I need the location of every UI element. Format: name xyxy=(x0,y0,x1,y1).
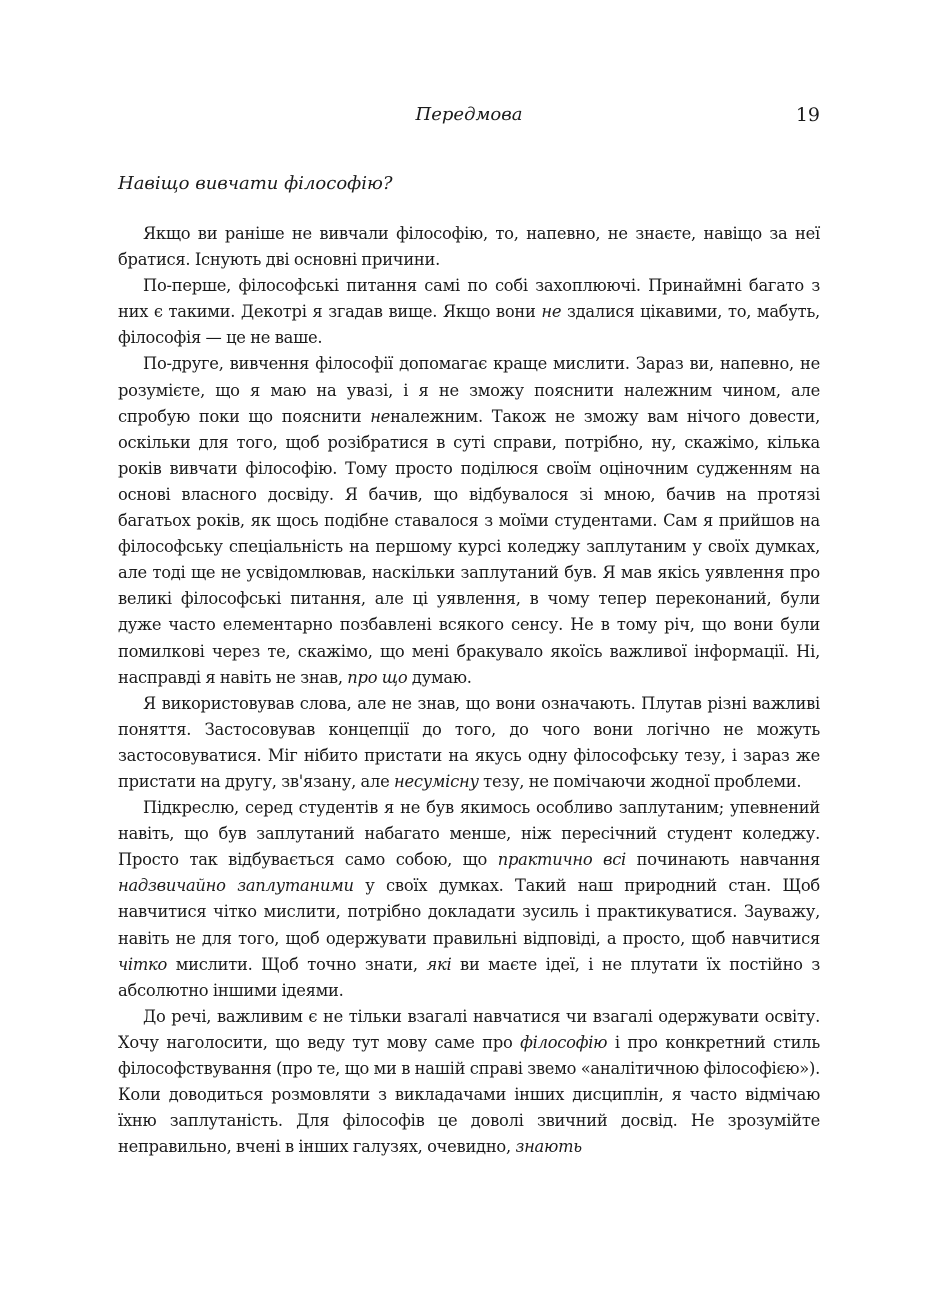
paragraph xyxy=(118,795,820,1004)
text-run: належним. Також не зможу вам нічого довести, оскільки для того, щоб розібратися в суті справи, потрібно, ну, скажімо, кілька років вивчати філософію. Тому просто поділюся своїм оціночним судженням на основі власного досвіду. Я бачив, що відбувалося зі мною, бачив на протязі багатьох років, як щось подібне ставалося з моїми студентами. Сам я прийшов на філософську спеціальність на першому курсі коледжу заплутаним у своїх думках, але тоді ще не усвідомлював, наскільки заплутаний був. Я мав якісь уявлення про великі філософські питання, але ці уявлення, в чому тепер переконаний, були дуже часто елементарно позбавлені всякого сенсу. Не в тому річ, що вони були помилкові через те, скажімо, що мені бракувало якоїсь важливої інформації. Ні, насправді я навіть не знав, xyxy=(118,406,820,687)
paragraph xyxy=(118,221,820,273)
text-run: і про конкретний стиль філософствування (про те, що ми в нашій справі звемо «аналітичною філософією»). Коли доводиться розмовляти з викладачами інших дисциплін, я часто відмічаю їхню заплутаність. Для філософів це доволі звичний досвід. Не зрозумійте неправильно, вчені в інших галузях, очевидно, xyxy=(118,1032,820,1157)
body-text xyxy=(118,221,820,1160)
book-page xyxy=(118,0,820,1300)
emphasized-text: не xyxy=(370,406,391,426)
text-run: здалися цікавими, то, мабуть, філософія — це не ваше. xyxy=(118,302,820,348)
running-head xyxy=(118,101,820,129)
emphasized-text: надзвичайно заплутаними xyxy=(118,876,354,896)
paragraph xyxy=(118,691,820,795)
emphasized-text: філософію xyxy=(520,1032,608,1052)
paragraph xyxy=(118,1004,820,1161)
emphasized-text: практично всі xyxy=(497,850,627,870)
emphasized-text: не xyxy=(541,302,562,322)
text-run: Я використовував слова, але не знав, що вони означають. Плутав різні важливі поняття. Застосовував концепції до того, до чого вони логічно не можуть застосовуватися. Міг нібито пристати на якусь одну філософську тезу, і зараз же пристати на другу, зв'язану, але xyxy=(118,693,820,791)
text-run: Якщо ви раніше не вивчали філософію, то, напевно, не знаєте, навіщо за неї братися. Існують дві основні причини. xyxy=(118,224,820,270)
emphasized-text: несумісну xyxy=(393,771,479,791)
text-run: До речі, важливим є не тільки взагалі навчатися чи взагалі одержувати освіту. Хочу наголосити, що веду тут мову саме про xyxy=(118,1006,820,1052)
page-number: 19 xyxy=(795,104,820,126)
emphasized-text: знають xyxy=(515,1137,582,1157)
text-run: ви маєте ідеї, і не плутати їх постійно з абсолютно іншими ідеями. xyxy=(118,954,820,1000)
text-run: починають навчання xyxy=(626,850,821,870)
section-heading: Навіщо вивчати філософію? xyxy=(118,173,393,194)
text-run: тезу, не помічаючи жодної проблеми. xyxy=(478,771,802,791)
emphasized-text: які xyxy=(426,954,452,974)
text-run: Підкреслю, серед студентів я не був якимось особливо заплутаним; упевнений навіть, що був заплутаний набагато менше, ніж пересічний студент коледжу. Просто так відбувається само собою, що xyxy=(118,798,820,870)
paragraph xyxy=(118,273,820,351)
running-title: Передмова xyxy=(415,104,523,125)
paragraph xyxy=(118,351,820,690)
text-run: мислити. Щоб точно знати, xyxy=(167,954,427,974)
text-run: у своїх думках. Такий наш природний стан. Щоб навчитися чітко мислити, потрібно докладати зусиль і практикуватися. Зауважу, навіть не для того, щоб одержувати правильні відповіді, а просто, щоб навчитися xyxy=(118,876,820,948)
text-run: По-перше, філософські питання самі по собі захоплюючі. Принаймні багато з них є такими. Декотрі я згадав вище. Якщо вони xyxy=(118,276,820,322)
emphasized-text: чітко xyxy=(118,954,168,974)
text-run: думаю. xyxy=(407,667,472,687)
text-run: По-друге, вивчення філософії допомагає краще мислити. Зараз ви, напевно, не розумієте, що я маю на увазі, і я не зможу пояснити належним чином, але спробую поки що пояснити xyxy=(118,354,820,426)
emphasized-text: про що xyxy=(347,667,408,687)
